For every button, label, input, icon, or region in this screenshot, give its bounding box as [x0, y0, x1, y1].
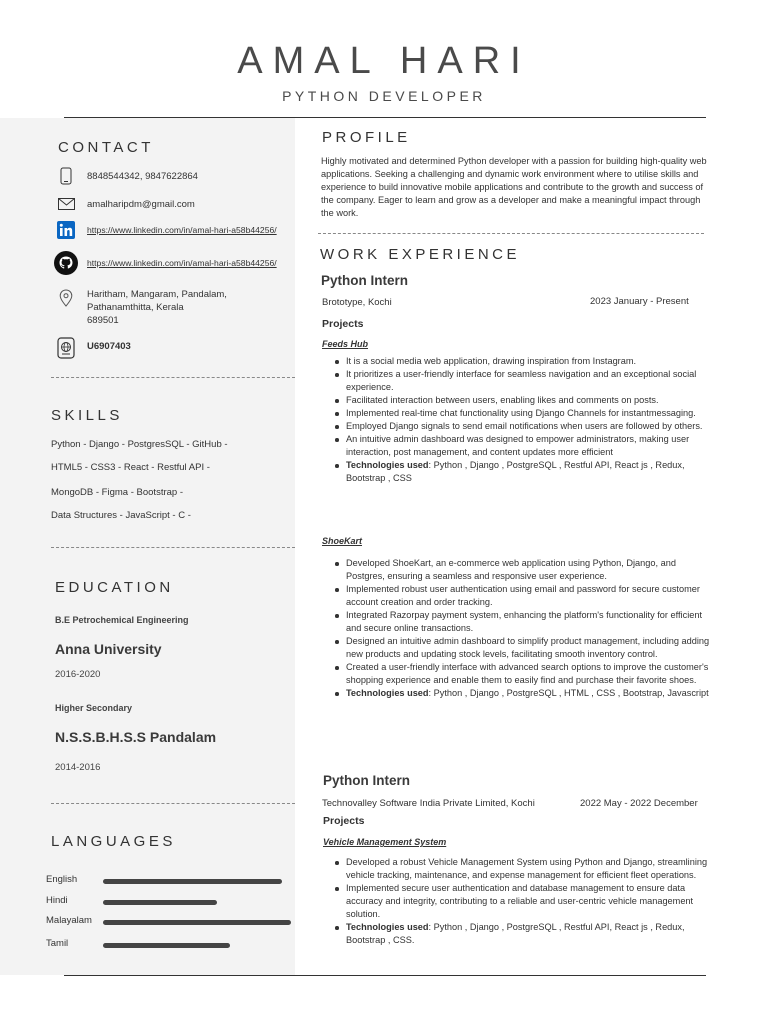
skills-line-1: Python - Django - PostgresSQL - GitHub -	[51, 439, 228, 450]
job-dates-1: 2023 January - Present	[590, 296, 689, 307]
education-years-1: 2016-2020	[55, 669, 101, 680]
education-degree-2: Higher Secondary	[55, 703, 133, 713]
language-row	[46, 874, 296, 888]
address-line-2: Pathanamthitta, Kerala	[87, 302, 184, 313]
education-divider	[51, 803, 295, 804]
language-level-bar	[103, 900, 217, 905]
language-bar-track	[103, 900, 293, 905]
phone-icon	[56, 166, 76, 186]
list-item: Created a user-friendly interface with advanced search options to improve the customer's shopping experience and enable them to easily find and purchase their favorite shoes.	[346, 661, 716, 687]
tech-label: Technologies used	[346, 688, 429, 698]
contact-phone	[56, 166, 198, 186]
language-level-bar	[103, 879, 282, 884]
contact-divider	[51, 377, 295, 378]
education-degree-1: B.E Petrochemical Engineering	[55, 615, 189, 625]
contact-linkedin	[56, 220, 277, 240]
linkedin-link[interactable]: https://www.linkedin.com/in/amal-hari-a58b44256/	[87, 225, 277, 235]
work-experience-heading: WORK EXPERIENCE	[320, 246, 521, 263]
candidate-name: AMAL HARI	[237, 40, 531, 82]
project-name-shoekart: ShoeKart	[322, 536, 363, 546]
language-name: Hindi	[46, 895, 68, 906]
language-row	[46, 938, 296, 952]
job-dates-2: 2022 May - 2022 December	[580, 798, 698, 809]
list-item	[346, 921, 716, 947]
phone-text: 8848544342, 9847622864	[87, 171, 198, 182]
skills-heading: SKILLS	[51, 407, 123, 424]
contact-github	[56, 251, 277, 275]
passport-icon	[56, 336, 76, 360]
github-icon[interactable]	[54, 251, 78, 275]
projects-label-1: Projects	[322, 318, 364, 330]
list-item: Integrated Razorpay payment system, enhancing the platform's functionality for efficient and secure online transactions.	[346, 609, 716, 635]
education-school-1: Anna University	[55, 641, 162, 657]
job-title-1: Python Intern	[321, 273, 408, 288]
list-item: It prioritizes a user-friendly interface for seamless navigation and an exceptional social experience.	[346, 368, 716, 394]
list-item: Facilitated interaction between users, enabling likes and comments on posts.	[346, 394, 716, 407]
list-item: Designed an intuitive admin dashboard to simplify product management, including adding new products and updating stock levels, facilitating smooth inventory control.	[346, 635, 716, 661]
address-line-1: Haritham, Mangaram, Pandalam,	[87, 289, 227, 300]
contact-passport	[56, 336, 131, 360]
education-school-2: N.S.S.B.H.S.S Pandalam	[55, 729, 217, 745]
education-heading: EDUCATION	[55, 579, 174, 596]
tech-label: Technologies used	[346, 922, 429, 932]
list-item: It is a social media web application, drawing inspiration from Instagram.	[346, 355, 716, 368]
language-row	[46, 895, 296, 909]
footer-divider	[64, 975, 706, 976]
language-name: Tamil	[46, 938, 69, 949]
profile-summary: Highly motivated and determined Python developer with a passion for building high-quality web applications. Seeking a challenging and dynamic work environment where to utilise skills and experience to build innovative mobile applications and contribute to the growth and success of the company. Eager to learn and grow as a developer and make a meaningful impact through the work.	[321, 156, 707, 218]
job-title-2: Python Intern	[323, 773, 410, 788]
language-name: English	[46, 874, 78, 885]
list-item: Implemented real-time chat functionality using Django Channels for instantmessaging.	[346, 407, 716, 420]
envelope-icon	[56, 194, 76, 214]
address-line-3: 689501	[87, 315, 119, 326]
candidate-role: PYTHON DEVELOPER	[282, 88, 486, 104]
passport-number: U6907403	[87, 341, 131, 352]
tech-list: : Python , Django , PostgreSQL , Restful API, React js , Redux, Bootstrap , CSS	[346, 460, 685, 483]
list-item	[346, 687, 716, 700]
list-item: Developed a robust Vehicle Management System using Python and Django, streamlining vehicle tracking, maintenance, and expense management for efficient fleet operations.	[346, 856, 716, 882]
profile-divider	[318, 233, 704, 234]
project-bullets-shoekart	[346, 557, 716, 700]
project-name-vehicle-management: Vehicle Management System	[323, 837, 447, 847]
list-item: An intuitive admin dashboard was designed to empower administrators, making user interaction, post management, and content updates more efficient	[346, 433, 716, 459]
list-item: Employed Django signals to send email notifications when users are followed by others.	[346, 420, 716, 433]
github-link[interactable]: https://www.linkedin.com/in/amal-hari-a58b44256/	[87, 258, 277, 268]
projects-label-2: Projects	[323, 815, 365, 827]
list-item: Implemented secure user authentication and database management to ensure data accuracy and integrity, contributing to a reliable and user-centric vehicle management solution.	[346, 882, 716, 921]
skills-line-3: MongoDB - Figma - Bootstrap -	[51, 487, 183, 498]
language-row	[46, 915, 296, 929]
skills-line-4: Data Structures - JavaScript - C -	[51, 510, 191, 521]
email-link[interactable]: amalharipdm@gmail.com	[87, 199, 195, 210]
project-bullets-feeds-hub	[346, 355, 716, 485]
language-bar-track	[103, 920, 293, 925]
list-item	[346, 459, 716, 485]
language-name: Malayalam	[46, 915, 92, 926]
tech-list: : Python , Django , PostgreSQL , Restful API, React js , Redux, Bootstrap , CSS.	[346, 922, 685, 945]
profile-heading: PROFILE	[322, 129, 411, 146]
sidebar	[0, 118, 295, 975]
education-years-2: 2014-2016	[55, 762, 101, 773]
skills-divider	[51, 547, 295, 548]
contact-address	[56, 288, 227, 327]
job-company-1: Brototype, Kochi	[322, 297, 392, 308]
project-bullets-vehicle-management	[346, 856, 716, 947]
location-pin-icon	[56, 288, 76, 308]
language-bar-track	[103, 879, 293, 884]
language-bar-track	[103, 943, 293, 948]
project-name-feeds-hub: Feeds Hub	[322, 339, 369, 349]
address-text	[87, 288, 227, 327]
contact-heading: CONTACT	[58, 139, 154, 156]
languages-heading: LANGUAGES	[51, 833, 176, 850]
tech-label: Technologies used	[346, 460, 429, 470]
skills-line-2: HTML5 - CSS3 - React - Restful API -	[51, 462, 210, 473]
list-item: Implemented robust user authentication using email and password for secure customer account creation and order tracking.	[346, 583, 716, 609]
linkedin-icon[interactable]	[56, 220, 76, 240]
language-level-bar	[103, 943, 230, 948]
contact-email	[56, 194, 195, 214]
job-company-2: Technovalley Software India Private Limited, Kochi	[322, 798, 535, 809]
language-level-bar	[103, 920, 291, 925]
tech-list: : Python , Django , PostgreSQL , HTML , CSS , Bootstrap, Javascript	[428, 688, 709, 698]
list-item: Developed ShoeKart, an e-commerce web application using Python, Django, and Postgres, ensuring a seamless and responsive user experience.	[346, 557, 716, 583]
